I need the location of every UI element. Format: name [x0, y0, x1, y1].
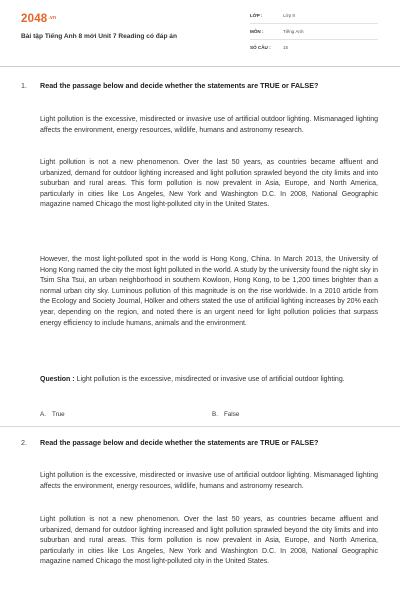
meta-value: Tiếng Anh — [283, 29, 304, 34]
meta-label: MÔN : — [250, 29, 264, 34]
answer-option-b[interactable] — [212, 411, 239, 418]
option-letter: A. — [40, 411, 46, 418]
passage-paragraph: However, the most light-polluted spot in the world is Hong Kong, China. In March 2013, the University of Hong Kong named the city the most light polluted in the world. A study by the university found the night sky in Tsim Sha Tsui, an urban neighborhood in southern Kowloon, Hong Kong, to be 1,200 times brighter than a normal urban city sky. Luminous pollution of this magnitude is on the rise worldwide. In a 2010 article from the Ecology and Society Journal, Hölker and others stated the use of artificial lighting increases by 20% each year, depending on the region, and noted there is an urgent need for light pollution policies that surpass energy efficiency to include humans, animals and the environment. — [40, 256, 378, 327]
question-number: 2. — [21, 438, 27, 447]
question-number: 1. — [21, 81, 27, 90]
passage-paragraph: Light pollution is not a new phenomenon. Over the last 50 years, as countries became affluent and urbanized, demand for outdoor lighting increased and light pollution sprawled beyond the city limits and into suburban and rural areas. This form pollution is now prevalent in Asia, Europe, and North America, particularly in cities like Los Angeles, New York and Washington D.C. In 2008, National Geographic magazine named Chicago the most light-polluted city in the United States. — [40, 159, 378, 209]
meta-value: 15 — [283, 45, 289, 50]
passage-paragraph: Light pollution is not a new phenomenon. Over the last 50 years, as countries became affluent and urbanized, demand for outdoor lighting increased and light pollution sprawled beyond the city limits and into suburban and rural areas. This form pollution is now prevalent in Asia, Europe, and North America, particularly in cities like Los Angeles, New York and Washington D.C. In 2008, National Geographic magazine named Chicago the most light-polluted city in the United States. — [40, 516, 378, 566]
statement-label: Question : — [40, 376, 75, 383]
page-title: Bài tập Tiếng Anh 8 mới Unit 7 Reading có đáp án — [21, 33, 177, 40]
meta-label: SỐ CÂU : — [250, 45, 271, 50]
option-text: False — [223, 411, 240, 418]
question-prompt: Read the passage below and decide whether the statements are TRUE or FALSE? — [40, 81, 319, 90]
passage-paragraph: Light pollution is the excessive, misdirected or invasive use of artificial outdoor lighting. Mismanaged lighting affects the environment, energy resources, wildlife, humans and astronomy research. — [40, 472, 378, 490]
question-divider — [0, 426, 400, 427]
answer-option-a[interactable] — [40, 411, 65, 418]
statement-text: Light pollution is the excessive, misdirected or invasive use of artificial outdoor lighting. — [76, 376, 345, 383]
meta-value: Lớp 8 — [283, 13, 295, 18]
option-letter: B. — [212, 411, 218, 418]
question-statement — [40, 375, 378, 386]
question-prompt: Read the passage below and decide whether the statements are TRUE or FALSE? — [40, 438, 319, 447]
passage-paragraph: Light pollution is the excessive, misdirected or invasive use of artificial outdoor lighting. Mismanaged lighting affects the environment, energy resources, wildlife, humans and astronomy research. — [40, 116, 378, 134]
logo-text: 2048 — [21, 13, 48, 25]
option-text: True — [51, 411, 65, 418]
meta-label: LỚP : — [250, 13, 263, 18]
logo-domain: .vn — [48, 15, 57, 21]
